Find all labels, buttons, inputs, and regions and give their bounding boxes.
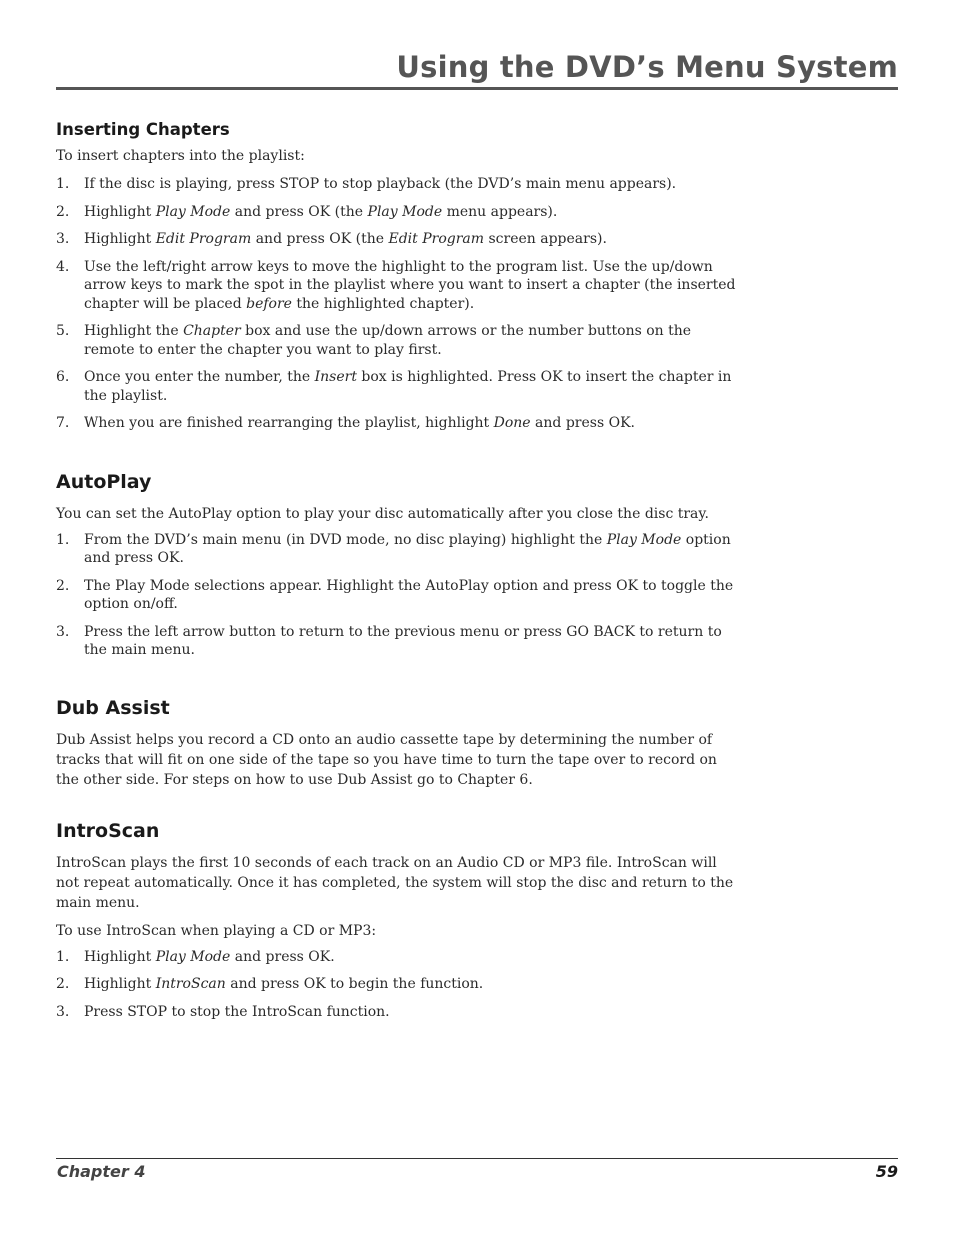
dub-assist-body: Dub Assist helps you record a CD onto an audio cassette tape by determining the number of tracks that will fit on one side of the tape so you have time to turn the tape over to record on the other side. For steps on how to use Dub Assist go to Chapter 6. xyxy=(56,731,717,788)
step-item xyxy=(56,368,736,405)
step-item xyxy=(56,322,736,359)
step-number: 1. xyxy=(56,176,70,192)
step-number: 7. xyxy=(56,415,70,431)
step-number: 1. xyxy=(56,948,70,965)
step-number: 6. xyxy=(56,369,70,385)
step-item xyxy=(56,258,736,314)
step-item xyxy=(56,414,736,433)
section-dub-assist xyxy=(56,697,736,790)
step-item xyxy=(56,531,736,568)
step-text: Use the left/right arrow keys to move the highlight to the program list. Use the up/down arrow keys to mark the spot in the playlist where you want to insert a chapter (the inserted chapter will be placed before the highlighted chapter). xyxy=(84,258,736,312)
step-item xyxy=(56,975,736,994)
step-number: 4. xyxy=(56,258,70,275)
step-number: 3. xyxy=(56,1003,70,1020)
title-rule xyxy=(56,87,898,90)
step-text: Press the left arrow button to return to the previous menu or press GO BACK to return to the main menu. xyxy=(84,623,722,658)
page-title: Using the DVD’s Menu System xyxy=(396,50,898,84)
page-content xyxy=(56,120,736,1030)
autoplay-intro: You can set the AutoPlay option to play your disc automatically after you close the disc tray. xyxy=(56,505,709,522)
step-item xyxy=(56,1003,736,1022)
inserting-chapters-intro: To insert chapters into the playlist: xyxy=(56,148,305,164)
introscan-intro: To use IntroScan when playing a CD or MP3: xyxy=(56,922,377,939)
footer-chapter: Chapter 4 xyxy=(57,1162,146,1181)
step-item xyxy=(56,175,736,194)
step-text: Highlight Play Mode and press OK (the Play Mode menu appears). xyxy=(84,203,558,220)
footer-page-number: 59 xyxy=(875,1162,898,1181)
section-autoplay xyxy=(56,471,736,660)
step-item xyxy=(56,623,736,660)
autoplay-steps xyxy=(56,531,736,660)
step-number: 2. xyxy=(56,203,70,220)
autoplay-heading: AutoPlay xyxy=(56,470,152,493)
footer-rule xyxy=(56,1158,898,1159)
inserting-chapters-steps xyxy=(56,175,736,433)
step-number: 2. xyxy=(56,976,70,992)
section-introscan xyxy=(56,820,736,1022)
step-text: When you are finished rearranging the playlist, highlight Done and press OK. xyxy=(84,415,635,431)
step-text: Once you enter the number, the Insert box is highlighted. Press OK to insert the chapter in the playlist. xyxy=(84,369,732,404)
step-text: From the DVD’s main menu (in DVD mode, no disc playing) highlight the Play Mode option and press OK. xyxy=(84,531,731,566)
step-item xyxy=(56,577,736,614)
step-number: 2. xyxy=(56,577,70,594)
introscan-body: IntroScan plays the first 10 seconds of each track on an Audio CD or MP3 file. IntroScan will not repeat automatically. Once it has completed, the system will stop the disc and return to the main menu. xyxy=(56,854,734,911)
step-text: Press STOP to stop the IntroScan function. xyxy=(84,1003,390,1020)
section-inserting-chapters xyxy=(56,120,736,433)
step-text: If the disc is playing, press STOP to stop playback (the DVD’s main menu appears). xyxy=(84,176,677,192)
introscan-heading: IntroScan xyxy=(56,819,160,842)
inserting-chapters-heading: Inserting Chapters xyxy=(56,120,230,139)
step-text: Highlight Play Mode and press OK. xyxy=(84,948,335,965)
step-item xyxy=(56,230,736,249)
step-number: 1. xyxy=(56,531,70,548)
step-text: Highlight IntroScan and press OK to begin the function. xyxy=(84,976,484,992)
step-text: Highlight Edit Program and press OK (the Edit Program screen appears). xyxy=(84,231,607,247)
step-item xyxy=(56,948,736,967)
step-number: 3. xyxy=(56,231,70,247)
step-number: 3. xyxy=(56,623,70,640)
introscan-steps xyxy=(56,948,736,1022)
step-item xyxy=(56,203,736,222)
step-number: 5. xyxy=(56,323,70,339)
step-text: Highlight the Chapter box and use the up/down arrows or the number buttons on the remote to enter the chapter you want to play first. xyxy=(84,323,692,358)
step-text: The Play Mode selections appear. Highlight the AutoPlay option and press OK to toggle the option on/off. xyxy=(84,577,734,612)
dub-assist-heading: Dub Assist xyxy=(56,696,170,719)
